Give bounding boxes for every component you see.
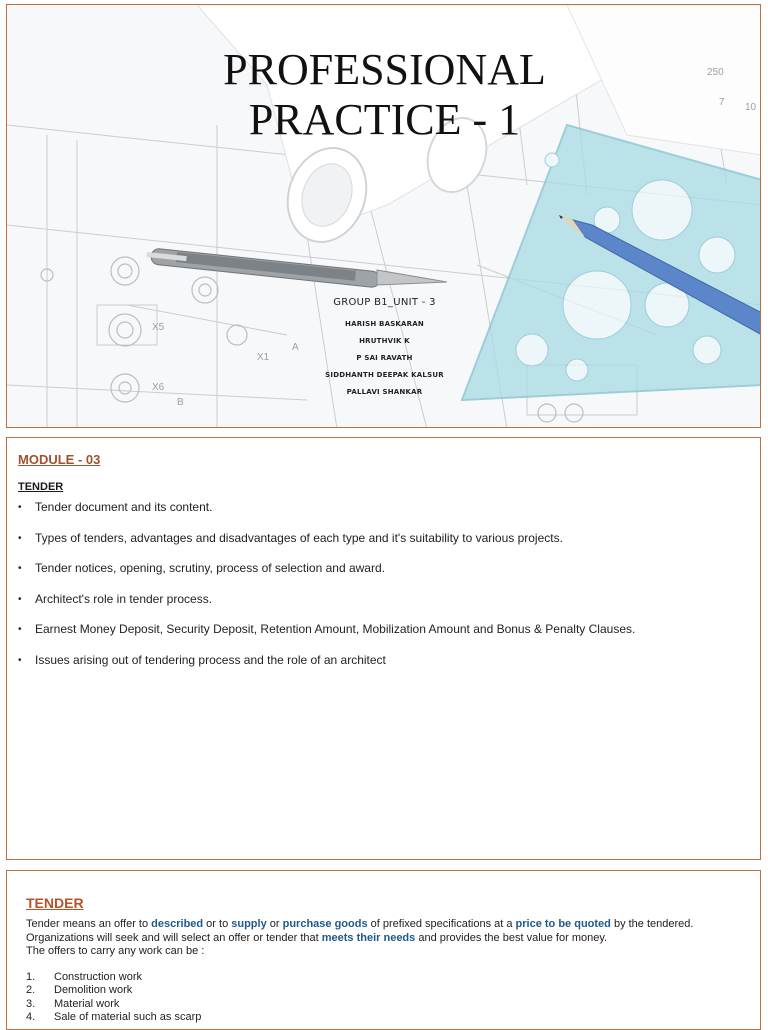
bullet-text: Architect's role in tender process.: [35, 591, 213, 606]
drawing-label-10: 10: [745, 102, 757, 113]
drawing-label-b: B: [177, 397, 184, 408]
work-types-list: [26, 971, 201, 1024]
bullet-icon: •: [18, 593, 22, 605]
presentation-title: [7, 45, 761, 145]
bullet-text: Issues arising out of tendering process and the role of an architect: [35, 652, 386, 667]
bullet-icon: •: [18, 654, 22, 666]
tender-heading: TENDER: [26, 895, 84, 911]
drawing-label-250: 250: [707, 67, 724, 78]
list-item: 1. Construction work: [26, 971, 143, 983]
list-item: [18, 531, 748, 546]
list-item: [18, 500, 748, 515]
list-item: 4. Sale of material such as scarp: [26, 1010, 202, 1023]
list-item: [18, 592, 748, 607]
bullet-text: Tender document and its content.: [35, 500, 213, 514]
title-slide: [6, 4, 761, 428]
highlight-term: supply: [231, 918, 267, 930]
member-name: SIDDHANTH DEEPAK KALSUR: [325, 371, 444, 379]
highlight-term: price to be quoted: [515, 918, 611, 930]
list-item: [18, 653, 748, 668]
drawing-label-x1: X1: [257, 352, 270, 363]
bullet-icon: •: [18, 624, 22, 635]
title-line-2: PRACTICE - 1: [248, 95, 521, 144]
tender-definition-slide: [6, 870, 761, 1030]
drawing-label-x6: X6: [152, 382, 165, 393]
member-name: HARISH BASKARAN: [345, 320, 424, 328]
drawing-label-7: 7: [719, 97, 725, 108]
member-name: HRUTHVIK K: [359, 337, 410, 345]
highlight-term: purchase goods: [282, 918, 368, 930]
drawing-label-x5: X5: [152, 322, 165, 333]
tender-definition-text: [26, 918, 751, 959]
bullet-icon: •: [18, 532, 22, 544]
module-slide: [6, 437, 761, 860]
member-name: P SAI RAVATH: [356, 354, 413, 362]
credits-block: [7, 297, 761, 401]
list-item: 3. Material work: [26, 997, 120, 1010]
group-label: GROUP B1_UNIT - 3: [333, 297, 436, 308]
highlight-term: described: [151, 918, 204, 930]
bullet-icon: •: [18, 563, 22, 574]
bullet-text: Tender notices, opening, scrutiny, process of selection and award.: [35, 561, 385, 575]
list-item: 2. Demolition work: [26, 984, 133, 997]
bullet-text: Earnest Money Deposit, Security Deposit, Retention Amount, Mobilization Amount and Bonus & Penalty Clauses.: [35, 622, 636, 636]
section-heading: TENDER: [18, 481, 64, 493]
member-name: PALLAVI SHANKAR: [346, 388, 423, 396]
definition-line-3: The offers to carry any work can be :: [26, 945, 205, 957]
bullet-icon: •: [18, 502, 22, 513]
definition-line-1: Tender means an offer to described or to supply or purchase goods of prefixed specifications at a price to be quoted by the tendered.: [26, 918, 694, 930]
bullet-text: Types of tenders, advantages and disadvantages of each type and it's suitability to various projects.: [35, 530, 563, 545]
highlight-term: meets their needs: [321, 931, 416, 944]
list-item: [18, 561, 748, 576]
module-heading: MODULE - 03: [18, 452, 101, 467]
definition-line-2: Organizations will seek and will select an offer or tender that meets their needs and provides the best value for money.: [26, 931, 608, 944]
drawing-label-a: A: [292, 342, 299, 353]
topic-list: [18, 500, 748, 683]
list-item: [18, 622, 748, 637]
title-line-1: PROFESSIONAL: [223, 45, 546, 94]
